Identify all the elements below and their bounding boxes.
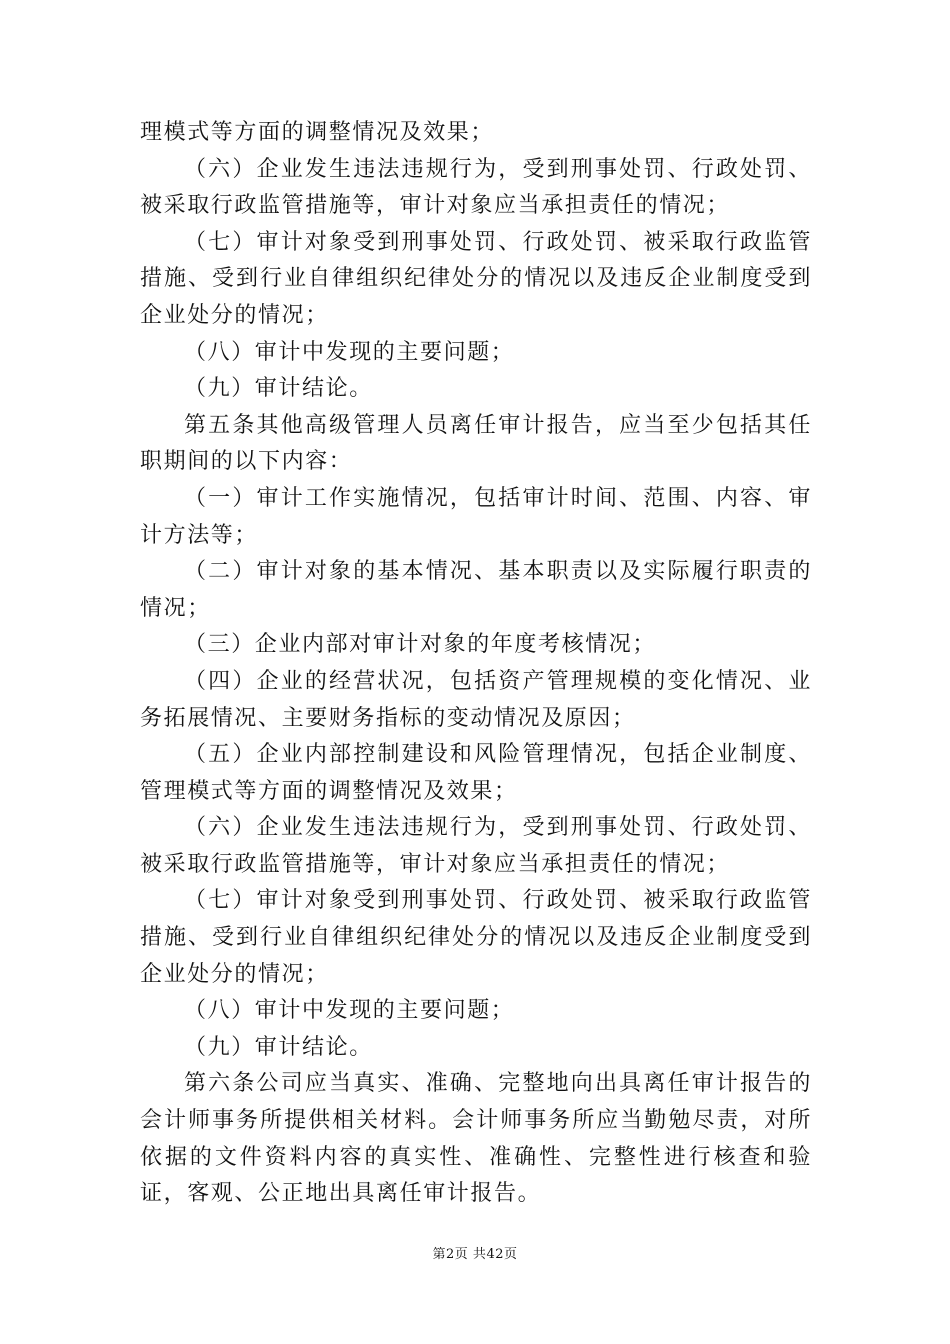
paragraph: （六）企业发生违法违规行为，受到刑事处罚、行政处罚、被采取行政监管措施等，审计对象应当承担责任的情况； [140,815,812,877]
paragraph: （二）审计对象的基本情况、基本职责以及实际履行职责的情况； [140,559,812,621]
paragraph: （八）审计中发现的主要问题； [184,998,515,1024]
footer-suffix: 页 [503,1247,518,1262]
paragraph: （一）审计工作实施情况，包括审计时间、范围、内容、审计方法等； [140,485,812,548]
paragraph: （七）审计对象受到刑事处罚、行政处罚、被采取行政监管措施、受到行业自律组织纪律处分的情况以及违反企业制度受到企业处分的情况； [140,229,812,328]
paragraph: （八）审计中发现的主要问题； [184,339,515,365]
page-number: 2 [446,1247,455,1262]
paragraph: （九）审计结论。 [184,376,373,402]
paragraph: 第五条其他高级管理人员离任审计报告，应当至少包括其任职期间的以下内容： [140,412,812,475]
paragraph: 第六条公司应当真实、准确、完整地向出具离任审计报告的会计师事务所提供相关材料。会计师事务所应当勤勉尽责，对所依据的文件资料内容的真实性、准确性、完整性进行核查和验证，客观、公正地出具离任审计报告。 [140,1071,812,1207]
document-body [140,115,812,1213]
page-footer [0,1246,950,1264]
paragraph: 理模式等方面的调整情况及效果； [140,120,495,145]
paragraph: （七）审计对象受到刑事处罚、行政处罚、被采取行政监管措施、受到行业自律组织纪律处分的情况以及违反企业制度受到企业处分的情况； [140,888,812,987]
footer-middle: 页 共 [454,1247,487,1262]
paragraph: （五）企业内部控制建设和风险管理情况，包括企业制度、管理模式等方面的调整情况及效果； [140,742,812,804]
paragraph: （三）企业内部对审计对象的年度考核情况； [184,632,657,658]
paragraph: （四）企业的经营状况，包括资产管理规模的变化情况、业务拓展情况、主要财务指标的变动情况及原因； [140,668,812,731]
footer-prefix: 第 [432,1247,447,1262]
total-pages: 42 [486,1247,504,1262]
paragraph: （六）企业发生违法违规行为，受到刑事处罚、行政处罚、被采取行政监管措施等，审计对象应当承担责任的情况； [140,156,812,219]
paragraph: （九）审计结论。 [184,1034,373,1060]
